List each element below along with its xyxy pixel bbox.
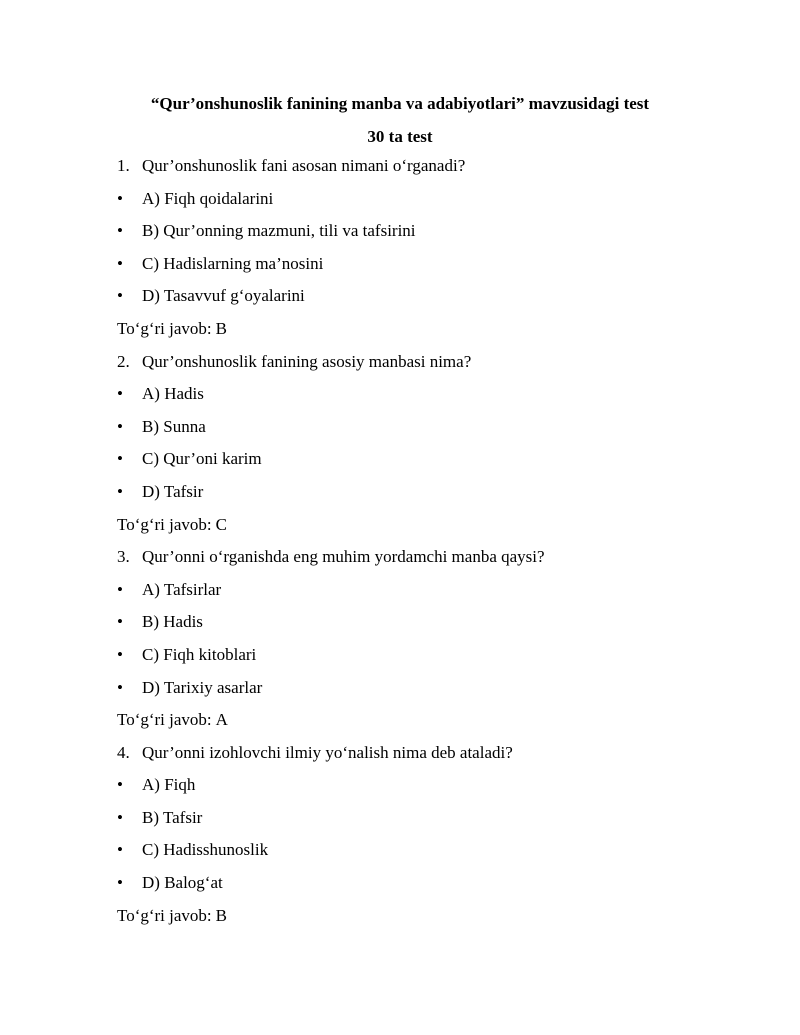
option-text: B) Tafsir: [142, 807, 203, 827]
option-1b: [117, 219, 717, 252]
option-text: C) Hadislarning ma’nosini: [142, 253, 324, 273]
bullet-icon: •: [117, 416, 123, 436]
option-text: B) Hadis: [142, 612, 203, 632]
option-text: A) Fiqh: [142, 775, 196, 795]
answer-3: [117, 708, 717, 741]
option-text: D) Tafsir: [142, 481, 204, 501]
answer-value: C: [215, 514, 227, 534]
option-text: A) Hadis: [142, 384, 204, 404]
option-3c: [117, 643, 717, 676]
option-4c: [117, 838, 717, 871]
answer-1: [117, 317, 717, 350]
answer-4: [117, 904, 717, 937]
questions-list: [117, 154, 717, 936]
question-text: Qur’onshunoslik fani asosan nimani o‘rganadi?: [142, 156, 466, 175]
answer-value: B: [215, 318, 227, 338]
question-2: [117, 350, 717, 383]
option-text: C) Qur’oni karim: [142, 449, 262, 469]
bullet-icon: •: [117, 807, 123, 827]
question-4: [117, 741, 717, 774]
question-number: 1.: [117, 156, 130, 175]
bullet-icon: •: [117, 384, 123, 404]
answer-value: B: [215, 905, 227, 925]
option-text: D) Tasavvuf g‘oyalarini: [142, 286, 305, 306]
answer-label: To‘g‘ri javob:: [117, 514, 212, 534]
option-4d: [117, 871, 717, 904]
option-1c: [117, 252, 717, 285]
question-text: Qur’onni izohlovchi ilmiy yo‘nalish nima deb ataladi?: [142, 742, 513, 762]
question-number: 2.: [117, 351, 130, 371]
answer-value: A: [215, 710, 228, 730]
bullet-icon: •: [117, 286, 123, 306]
option-3d: [117, 676, 717, 709]
option-2a: [117, 382, 717, 415]
bullet-icon: •: [117, 612, 123, 632]
option-2b: [117, 415, 717, 448]
option-4b: [117, 806, 717, 839]
option-2d: [117, 480, 717, 513]
answer-label: To‘g‘ri javob:: [117, 905, 212, 925]
option-text: D) Tarixiy asarlar: [142, 677, 263, 697]
bullet-icon: •: [117, 253, 123, 273]
bullet-icon: •: [117, 579, 123, 599]
document-title: “Qur’onshunoslik fanining manba va adabiyotlari” mavzusidagi test: [150, 94, 650, 113]
option-1a: [117, 187, 717, 220]
option-text: A) Tafsirlar: [142, 579, 222, 599]
question-1: [117, 154, 717, 187]
bullet-icon: •: [117, 644, 123, 664]
bullet-icon: •: [117, 481, 123, 501]
bullet-icon: •: [117, 221, 123, 241]
option-text: C) Fiqh kitoblari: [142, 644, 257, 664]
question-3: [117, 545, 717, 578]
question-text: Qur’onshunoslik fanining asosiy manbasi nima?: [142, 351, 472, 371]
option-text: B) Sunna: [142, 416, 206, 436]
option-text: C) Hadisshunoslik: [142, 840, 269, 860]
bullet-icon: •: [117, 677, 123, 697]
bullet-icon: •: [117, 873, 123, 893]
bullet-icon: •: [117, 840, 123, 860]
option-text: A) Fiqh qoidalarini: [142, 188, 274, 208]
option-text: B) Qur’onning mazmuni, tili va tafsirini: [142, 221, 416, 241]
option-1d: [117, 284, 717, 317]
bullet-icon: •: [117, 188, 123, 208]
document-subtitle: 30 ta test: [367, 127, 433, 146]
bullet-icon: •: [117, 775, 123, 795]
option-3a: [117, 578, 717, 611]
answer-label: To‘g‘ri javob:: [117, 318, 212, 338]
question-number: 4.: [117, 742, 130, 762]
option-2c: [117, 447, 717, 480]
option-4a: [117, 773, 717, 806]
question-text: Qur’onni o‘rganishda eng muhim yordamchi manba qaysi?: [142, 547, 545, 567]
question-number: 3.: [117, 547, 130, 567]
option-text: D) Balog‘at: [142, 873, 223, 893]
option-3b: [117, 610, 717, 643]
bullet-icon: •: [117, 449, 123, 469]
answer-2: [117, 513, 717, 546]
answer-label: To‘g‘ri javob:: [117, 710, 212, 730]
